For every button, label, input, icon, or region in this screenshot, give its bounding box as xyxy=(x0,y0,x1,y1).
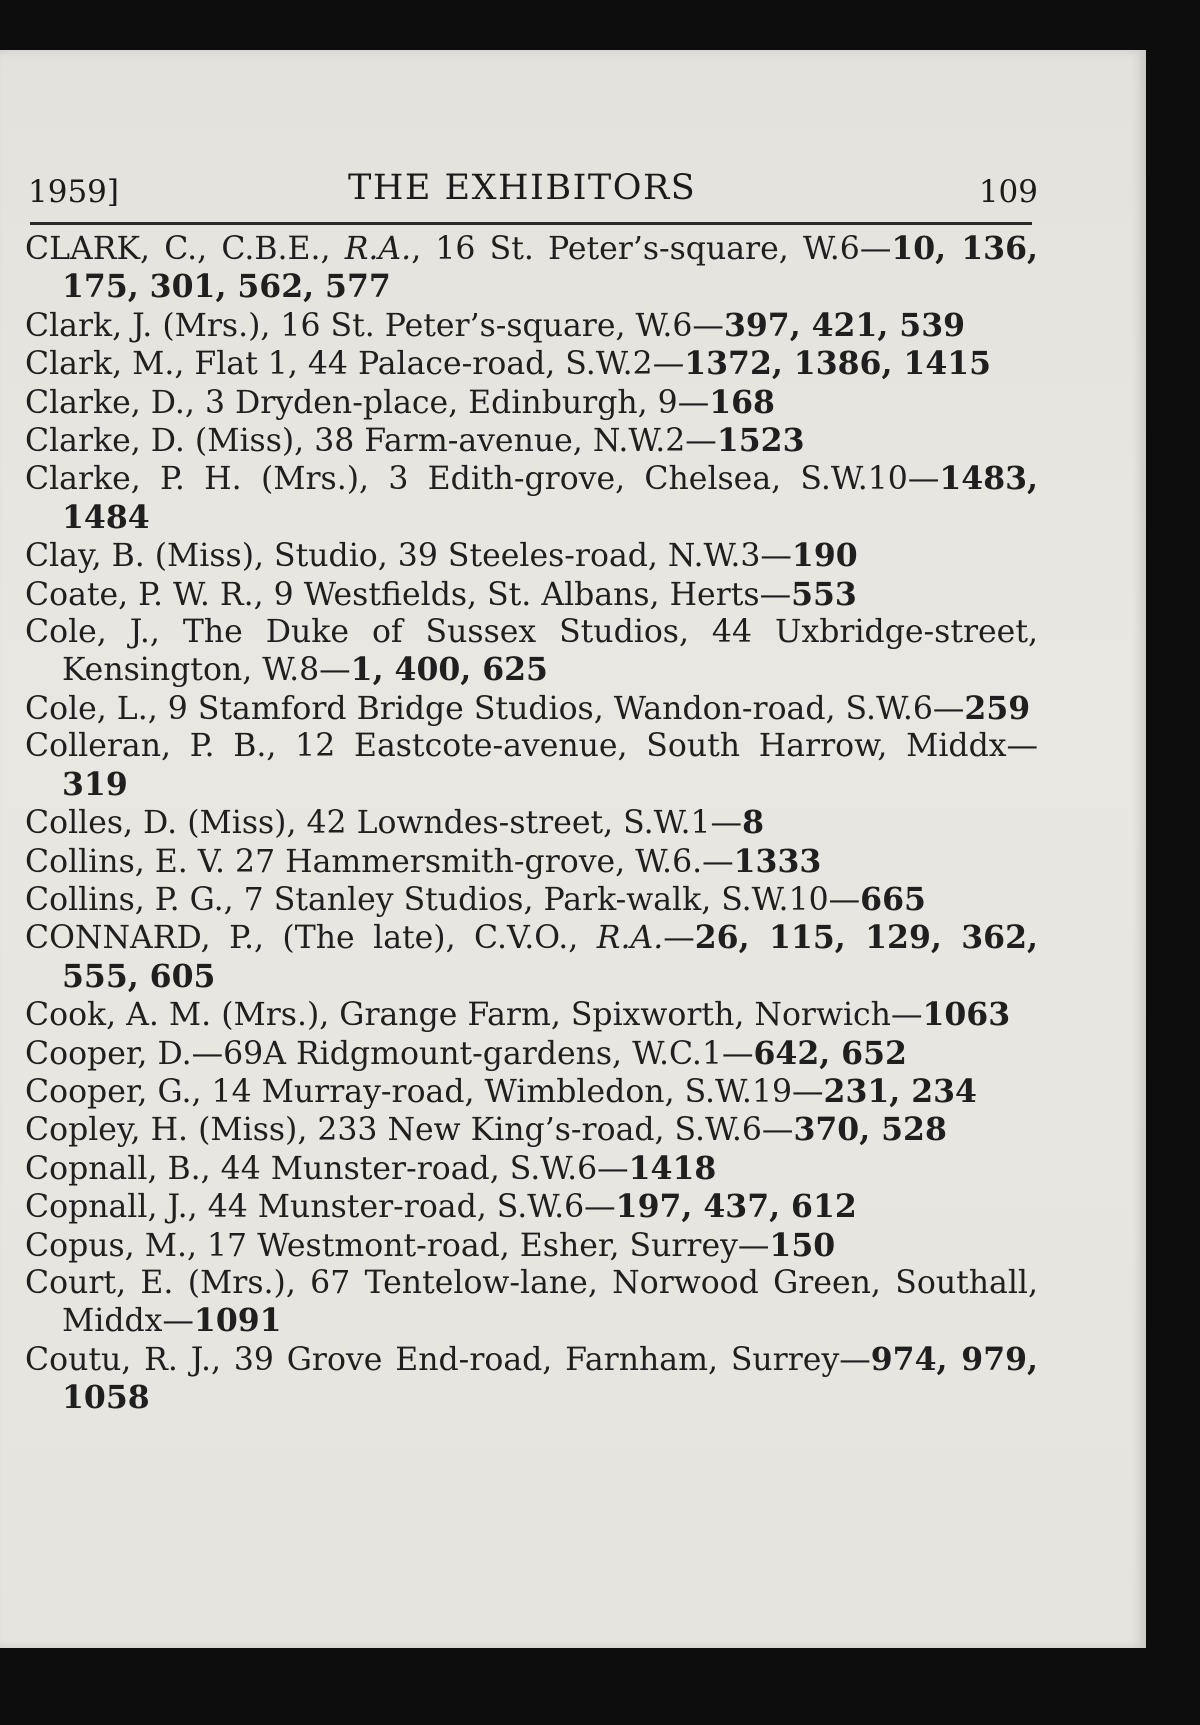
exhibitor-entry: Cooper, G., 14 Murray-road, Wimbledon, S.W.19—231, 234 xyxy=(25,1072,977,1110)
exhibitor-entry: Court, E. (Mrs.), 67 Tentelow-lane, Norwood Green, Southall, Middx—1091 xyxy=(25,1264,1038,1340)
exhibitor-entry: Cooper, D.—69A Ridgmount-gardens, W.C.1—642, 652 xyxy=(25,1034,907,1072)
header-title: THE EXHIBITORS xyxy=(348,168,697,208)
exhibitor-list xyxy=(25,230,1038,1418)
exhibit-numbers: 1, 400, 625 xyxy=(350,651,548,689)
exhibitor-entry: Colleran, P. B., 12 Eastcote-avenue, South Harrow, Middx—319 xyxy=(25,728,1038,803)
exhibitor-entry: Cook, A. M. (Mrs.), Grange Farm, Spixworth, Norwich—1063 xyxy=(25,996,1011,1034)
exhibit-numbers: 1333 xyxy=(733,842,822,880)
exhibitor-entry: Copnall, J., 44 Munster-road, S.W.6—197, 437, 612 xyxy=(25,1188,857,1226)
exhibitor-entry: Clarke, D., 3 Dryden-place, Edinburgh, 9—168 xyxy=(25,383,775,421)
exhibit-numbers: 319 xyxy=(62,765,128,803)
header-year: 1959] xyxy=(28,174,119,210)
exhibitor-entry: Coutu, R. J., 39 Grove End-road, Farnham, Surrey—974, 979, 1058 xyxy=(25,1340,1038,1417)
exhibitor-entry: Clark, J. (Mrs.), 16 St. Peter’s-square, W.6—397, 421, 539 xyxy=(25,306,966,344)
exhibit-numbers: 190 xyxy=(791,537,858,575)
exhibit-numbers: 1418 xyxy=(628,1149,717,1187)
exhibit-numbers: 665 xyxy=(860,880,926,918)
book-page xyxy=(0,50,1146,1648)
exhibit-numbers: 370, 528 xyxy=(793,1111,947,1149)
header-rule xyxy=(30,222,1032,225)
exhibit-numbers: 974, 979, 1058 xyxy=(62,1340,1038,1417)
exhibitor-entry: Cole, L., 9 Stamford Bridge Studios, Wandon-road, S.W.6—259 xyxy=(25,689,1031,727)
exhibit-numbers: 1483, 1484 xyxy=(62,460,1038,536)
exhibit-numbers: 231, 234 xyxy=(823,1072,977,1110)
exhibit-numbers: 1063 xyxy=(922,996,1011,1034)
page-number: 109 xyxy=(978,174,1038,210)
running-header xyxy=(28,160,1038,210)
exhibitor-entry: Copus, M., 17 Westmont-road, Esher, Surrey—150 xyxy=(25,1226,836,1264)
exhibit-numbers: 8 xyxy=(742,804,764,842)
exhibitor-entry: Copley, H. (Miss), 233 New King’s-road, S.W.6—370, 528 xyxy=(25,1111,947,1149)
exhibit-numbers: 10, 136, 175, 301, 562, 577 xyxy=(62,230,1038,306)
exhibitor-entry: Cole, J., The Duke of Sussex Studios, 44 Uxbridge-street, Kensington, W.8—1, 400, 625 xyxy=(25,614,1038,689)
exhibitor-entry: Copnall, B., 44 Munster-road, S.W.6—1418 xyxy=(25,1149,717,1187)
exhibit-numbers: 642, 652 xyxy=(753,1034,907,1072)
exhibit-numbers: 150 xyxy=(769,1226,836,1264)
exhibitor-entry: CLARK, C., C.B.E., R.A., 16 St. Peter’s-square, W.6—10, 136, 175, 301, 562, 577 xyxy=(25,230,1038,306)
exhibitor-entry: Coate, P. W. R., 9 Westfields, St. Albans, Herts—553 xyxy=(25,575,857,613)
exhibitor-entry: CONNARD, P., (The late), C.V.O., R.A.—26, 115, 129, 362, 555, 605 xyxy=(25,919,1038,995)
exhibitor-entry: Clarke, P. H. (Mrs.), 3 Edith-grove, Chelsea, S.W.10—1483, 1484 xyxy=(25,460,1038,536)
exhibit-numbers: 168 xyxy=(709,383,775,421)
exhibit-numbers: 259 xyxy=(964,689,1031,727)
exhibitor-entry: Colles, D. (Miss), 42 Lowndes-street, S.W.1—8 xyxy=(25,804,764,842)
exhibit-numbers: 397, 421, 539 xyxy=(723,306,966,344)
exhibit-numbers: 1372, 1386, 1415 xyxy=(684,345,992,383)
exhibitor-entry: Collins, E. V. 27 Hammersmith-grove, W.6.—1333 xyxy=(25,842,822,880)
exhibit-numbers: 26, 115, 129, 362, 555, 605 xyxy=(62,919,1038,995)
exhibit-numbers: 553 xyxy=(791,575,857,613)
exhibitor-entry: Clark, M., Flat 1, 44 Palace-road, S.W.2—1372, 1386, 1415 xyxy=(25,345,992,383)
exhibit-numbers: 1523 xyxy=(716,422,805,460)
exhibit-numbers: 1091 xyxy=(193,1302,282,1340)
exhibitor-entry: Clarke, D. (Miss), 38 Farm-avenue, N.W.2—1523 xyxy=(25,422,805,460)
exhibit-numbers: 197, 437, 612 xyxy=(615,1188,857,1226)
exhibitor-entry: Clay, B. (Miss), Studio, 39 Steeles-road, N.W.3—190 xyxy=(25,537,858,575)
exhibitor-entry: Collins, P. G., 7 Stanley Studios, Park-walk, S.W.10—665 xyxy=(25,880,926,918)
